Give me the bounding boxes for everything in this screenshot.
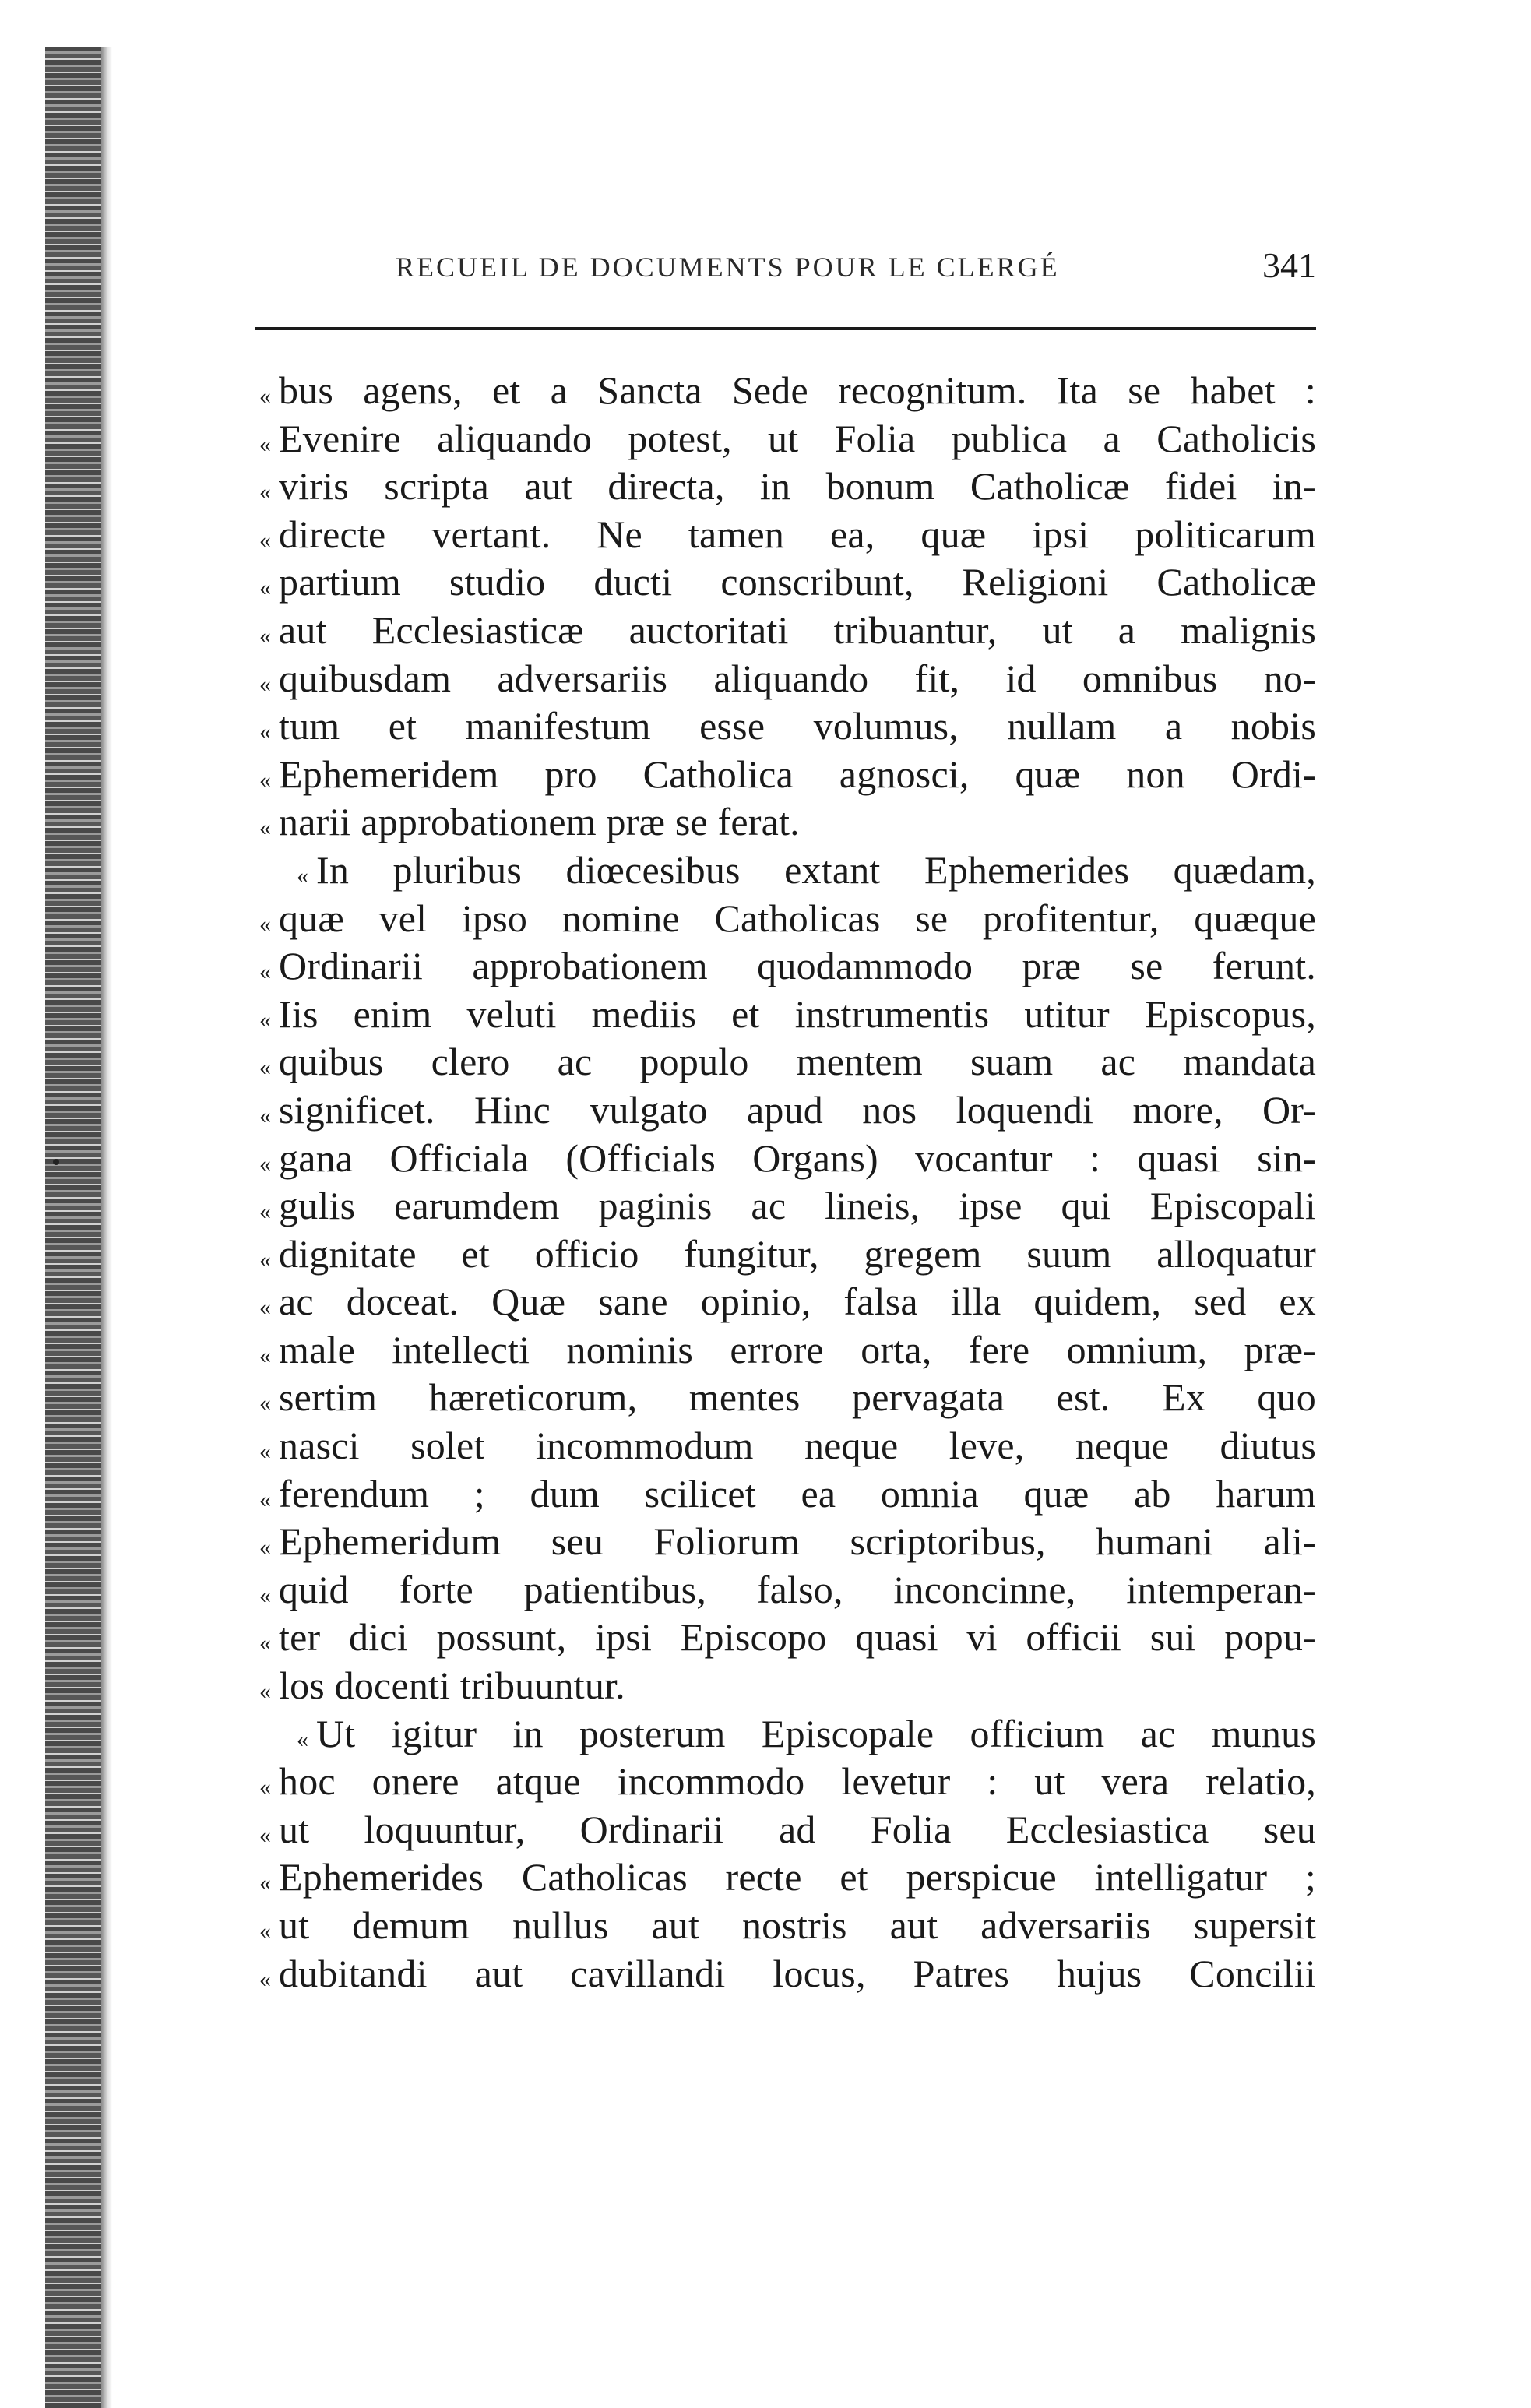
- header-rule: [255, 327, 1316, 330]
- line-text: In pluribus diœcesibus extant Ephemerides quædam,: [316, 847, 1316, 892]
- quote-mark: «: [259, 1390, 271, 1417]
- quote-mark: «: [259, 910, 271, 937]
- quote-mark: «: [259, 1918, 271, 1944]
- quote-mark: «: [259, 1006, 271, 1033]
- quote-mark: «: [259, 1534, 271, 1561]
- text-line: [257, 1903, 1316, 1951]
- line-text: quæ vel ipso nomine Catholicas se profitentur, quæque: [279, 896, 1316, 940]
- line-text: Evenire aliquando potest, ut Folia publica a Catholicis: [279, 416, 1316, 460]
- page-binding-edge: [45, 47, 101, 2408]
- text-line: [257, 896, 1316, 944]
- quote-mark: «: [259, 622, 271, 649]
- print-speck: [53, 1159, 59, 1165]
- line-text: gulis earumdem paginis ac lineis, ipse qui Episcopali: [279, 1184, 1316, 1228]
- line-text: partium studio ducti conscribunt, Religioni Catholicæ: [279, 560, 1316, 604]
- quote-mark: «: [297, 862, 308, 889]
- line-text: aut Ecclesiasticæ auctoritati tribuantur, ut a malignis: [279, 607, 1316, 652]
- text-line: [257, 1327, 1316, 1375]
- line-text: Ephemeridum seu Foliorum scriptoribus, humani ali-: [279, 1519, 1316, 1564]
- text-line: [257, 799, 1316, 847]
- quote-mark: «: [259, 1102, 271, 1128]
- line-text: significet. Hinc vulgato apud nos loquendi more, Or-: [279, 1087, 1316, 1132]
- quote-mark: «: [259, 1294, 271, 1321]
- text-line: [257, 1279, 1316, 1327]
- text-line: [257, 1039, 1316, 1087]
- quote-mark: «: [259, 959, 271, 985]
- line-text: dignitate et officio fungitur, gregem suum alloquatur: [279, 1231, 1316, 1276]
- quote-mark: «: [259, 766, 271, 793]
- quote-mark: «: [259, 1582, 271, 1608]
- line-text: viris scripta aut directa, in bonum Catholicæ fidei in-: [279, 464, 1316, 509]
- text-line: [257, 1087, 1316, 1135]
- page-number: 341: [1262, 245, 1316, 285]
- line-text: Ephemerides Catholicas recte et perspicue intelligatur ;: [279, 1855, 1316, 1899]
- line-text: Iis enim veluti mediis et instrumentis utitur Episcopus,: [279, 991, 1316, 1036]
- text-line: [257, 1758, 1316, 1807]
- quote-mark: «: [259, 671, 271, 697]
- text-line: [257, 1471, 1316, 1519]
- line-text: ac doceat. Quæ sane opinio, falsa illa quidem, sed ex: [279, 1280, 1316, 1324]
- quote-mark: «: [259, 1678, 271, 1705]
- text-line: [257, 943, 1316, 991]
- text-line: [257, 463, 1316, 512]
- text-line: [257, 1375, 1316, 1423]
- line-text: directe vertant. Ne tamen ea, quæ ipsi politicarum: [279, 512, 1316, 556]
- text-line: [257, 559, 1316, 607]
- line-text: tum et manifestum esse volumus, nullam a nobis: [279, 704, 1316, 748]
- text-line: [257, 1951, 1316, 1999]
- running-title: RECUEIL DE DOCUMENTS POUR LE CLERGÉ: [396, 252, 1060, 283]
- line-text: ut loquuntur, Ordinarii ad Folia Ecclesiastica seu: [279, 1807, 1316, 1851]
- line-text: bus agens, et a Sancta Sede recognitum. Ita se habet :: [279, 368, 1316, 412]
- text-line: [257, 1519, 1316, 1567]
- quote-mark: «: [259, 1150, 271, 1177]
- quote-mark: «: [259, 1199, 271, 1225]
- quote-mark: «: [259, 1054, 271, 1081]
- text-line: [257, 1135, 1316, 1184]
- quote-mark: «: [259, 1486, 271, 1512]
- quote-mark: «: [259, 431, 271, 457]
- quote-mark: «: [297, 1726, 308, 1752]
- text-line: [257, 416, 1316, 464]
- quote-mark: «: [259, 815, 271, 841]
- line-text: ter dici possunt, ipsi Episcopo quasi vi officii sui popu-: [279, 1615, 1316, 1660]
- body-text: [257, 368, 1316, 1998]
- line-text: gana Officiala (Officials Organs) vocantur : quasi sin-: [279, 1135, 1316, 1180]
- quote-mark: «: [259, 1870, 271, 1896]
- line-text: Ordinarii approbationem quodammodo præ se ferunt.: [279, 944, 1316, 988]
- quote-mark: «: [259, 526, 271, 553]
- line-text: male intellecti nominis errore orta, fere omnium, præ-: [279, 1327, 1316, 1371]
- text-line: [257, 1663, 1316, 1711]
- quote-mark: «: [259, 479, 271, 505]
- line-text: hoc onere atque incommodo levetur : ut vera relatio,: [279, 1759, 1316, 1804]
- line-text: nasci solet incommodum neque leve, neque diutus: [279, 1424, 1316, 1468]
- text-line: [257, 703, 1316, 752]
- quote-mark: «: [259, 1246, 271, 1273]
- line-text: Ephemeridem pro Catholica agnosci, quæ non Ordi-: [279, 752, 1316, 796]
- quote-mark: «: [259, 383, 271, 409]
- text-line: [257, 847, 1316, 896]
- quote-mark: «: [259, 1966, 271, 1992]
- quote-mark: «: [259, 1822, 271, 1848]
- text-line: [257, 656, 1316, 704]
- text-line: [257, 1854, 1316, 1903]
- line-text: dubitandi aut cavillandi locus, Patres hujus Concilii: [279, 1951, 1316, 1995]
- quote-mark: «: [259, 1774, 271, 1801]
- quote-mark: «: [259, 1630, 271, 1656]
- line-text: quibusdam adversariis aliquando fit, id omnibus no-: [279, 656, 1316, 700]
- text-line: [257, 1807, 1316, 1855]
- quote-mark: «: [259, 1438, 271, 1465]
- quote-mark: «: [259, 575, 271, 601]
- text-line: [257, 1614, 1316, 1663]
- line-text: sertim hæreticorum, mentes pervagata est. Ex quo: [279, 1375, 1316, 1420]
- text-line: [257, 368, 1316, 416]
- line-text: Ut igitur in posterum Episcopale officium ac munus: [316, 1711, 1316, 1755]
- quote-mark: «: [259, 1342, 271, 1368]
- line-text: ut demum nullus aut nostris aut adversariis supersit: [279, 1903, 1316, 1947]
- text-line: [257, 1711, 1316, 1759]
- line-text: quibus clero ac populo mentem suam ac mandata: [279, 1040, 1316, 1084]
- text-line: [257, 991, 1316, 1040]
- text-line: [257, 1567, 1316, 1615]
- text-line: [257, 1423, 1316, 1471]
- text-line: [257, 1183, 1316, 1231]
- quote-mark: «: [259, 719, 271, 745]
- text-line: [257, 607, 1316, 656]
- line-text: narii approbationem præ se ferat.: [279, 800, 800, 844]
- line-text: ferendum ; dum scilicet ea omnia quæ ab harum: [279, 1471, 1316, 1516]
- text-line: [257, 512, 1316, 560]
- text-line: [257, 752, 1316, 800]
- line-text: quid forte patientibus, falso, inconcinne, intemperan-: [279, 1567, 1316, 1611]
- page-header: [279, 245, 1316, 294]
- line-text: los docenti tribuuntur.: [279, 1663, 625, 1708]
- text-line: [257, 1231, 1316, 1280]
